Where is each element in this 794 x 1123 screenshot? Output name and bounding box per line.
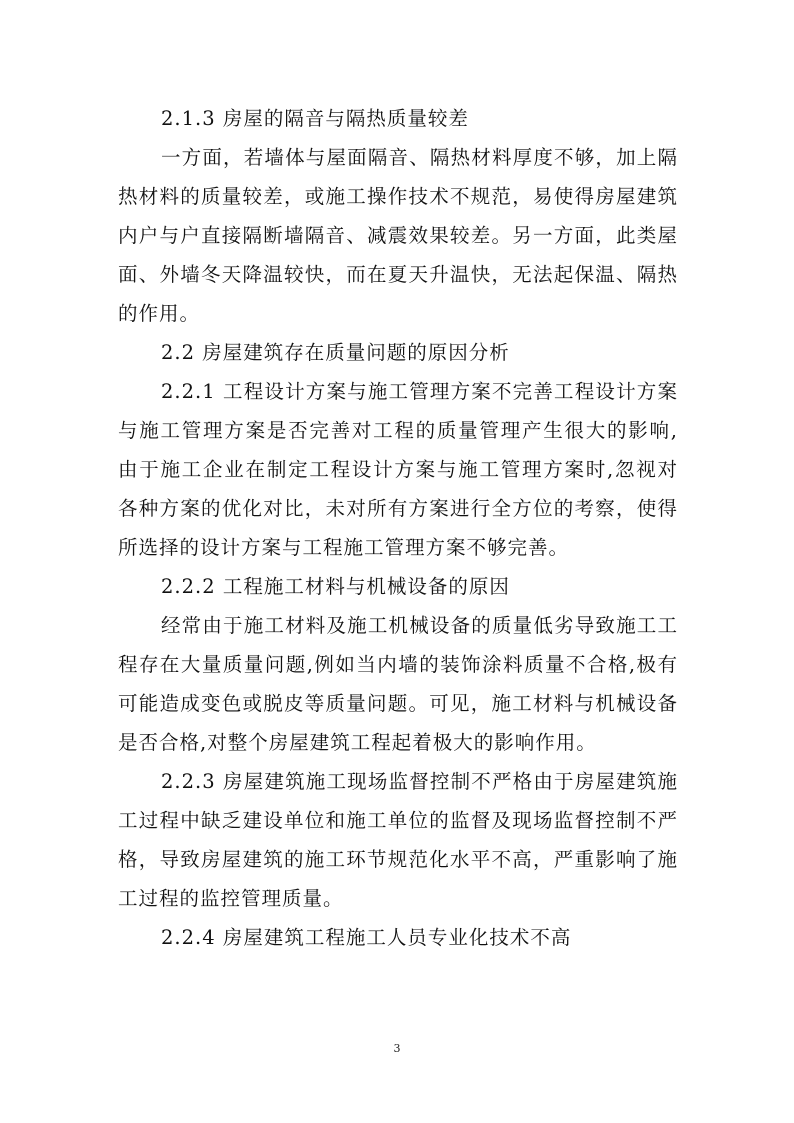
heading-2-2: 2.2 房屋建筑存在质量问题的原因分析: [161, 341, 510, 364]
page-number: 3: [393, 1042, 401, 1055]
paragraph-insulation: 一方面，若墙体与屋面隔音、隔热材料厚度不够，加上隔热材料的质量较差，或施工操作技术不规范，易使得房屋建筑内户与户直接隔断墙隔音、减震效果较差。另一方面，此类屋面、外墙冬天降温较快，而在夏天升温快，无法起保温、隔热的作用。: [118, 146, 678, 325]
heading-2-2-2: 2.2.2 工程施工材料与机械设备的原因: [161, 575, 510, 598]
heading-2-2-4: 2.2.4 房屋建筑工程施工人员专业化技术不高: [161, 926, 572, 949]
paragraph-2-2-3: 2.2.3 房屋建筑施工现场监督控制不严格由于房屋建筑施工过程中缺乏建设单位和施工单位的监督及现场监督控制不严格，导致房屋建筑的施工环节规范化水平不高，严重影响了施工过程的监控管理质量。: [118, 770, 678, 910]
paragraph-2-2-1: 2.2.1 工程设计方案与施工管理方案不完善工程设计方案与施工管理方案是否完善对工程的质量管理产生很大的影响,由于施工企业在制定工程设计方案与施工管理方案时,忽视对各种方案的优化对比，未对所有方案进行全方位的考察，使得所选择的设计方案与工程施工管理方案不够完善。: [118, 380, 678, 559]
heading-2-1-3: 2.1.3 房屋的隔音与隔热质量较差: [161, 107, 469, 130]
body-text: [118, 99, 678, 957]
paragraph-materials: 经常由于施工材料及施工机械设备的质量低劣导致施工工程存在大量质量问题,例如当内墙的装饰涂料质量不合格,极有可能造成变色或脱皮等质量问题。可见，施工材料与机械设备是否合格,对整个房屋建筑工程起着极大的影响作用。: [118, 614, 678, 754]
